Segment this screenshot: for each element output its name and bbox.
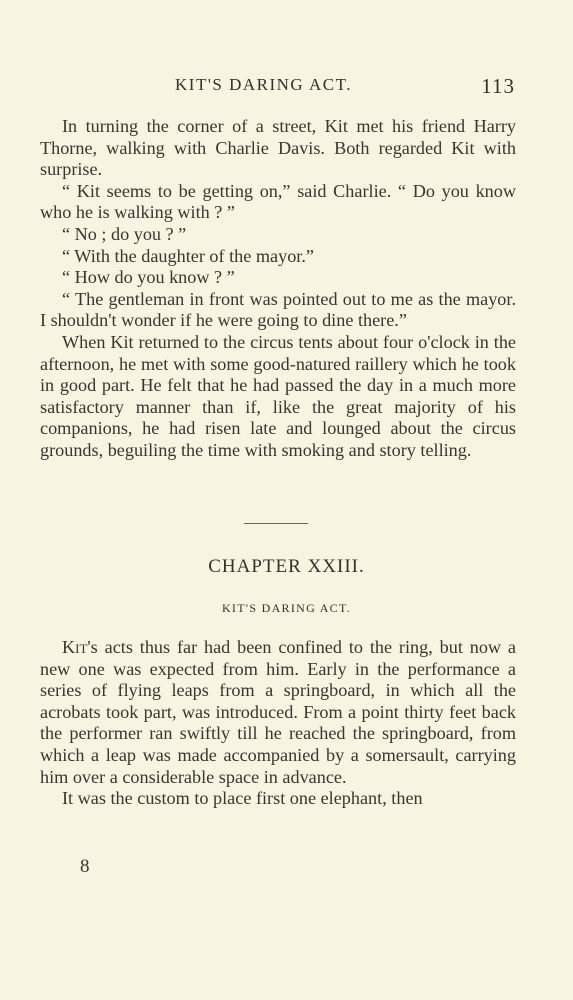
paragraph: “ How do you know ? ”	[62, 267, 235, 288]
chapter-title: CHAPTER XXIII.	[208, 556, 365, 577]
running-title: KIT'S DARING ACT.	[175, 75, 352, 94]
opening-word: Kit	[62, 637, 88, 657]
paragraph: “ Kit seems to be getting on,” said Charlie. “ Do you know who he is walking with ? ”	[40, 180, 516, 223]
signature-mark: 8	[80, 856, 90, 877]
chapter-text-block	[40, 637, 516, 810]
paragraph: “ The gentleman in front was pointed out to me as the mayor. I shouldn't wonder if he were going to dine there.”	[40, 288, 516, 331]
paragraph: “ With the daughter of the mayor.”	[62, 245, 314, 266]
paragraph: In turning the corner of a street, Kit met his friend Harry Thorne, walking with Charlie Davis. Both regarded Kit with surprise.	[40, 116, 516, 180]
paragraph: It was the custom to place first one elephant, then	[62, 788, 423, 809]
opening-paragraph	[40, 637, 516, 788]
chapter-subtitle: KIT'S DARING ACT.	[221, 601, 352, 615]
page-number: 113	[481, 74, 515, 98]
top-text-block	[40, 116, 516, 462]
section-divider	[244, 523, 308, 524]
opening-paragraph-text: 's acts thus far had been confined to the ring, but now a new one was expected from him. Early in the performance a series of flying leaps from a springboard, in which all the acrobats took part, was introduced. From a point thirty feet back the performer ran swiftly till he reached the springboard, from which a leap was made accompanied by a somersault, carrying him over a considerable space in advance.	[40, 637, 516, 787]
paragraph: “ No ; do you ? ”	[62, 223, 187, 244]
running-head	[0, 75, 573, 99]
paragraph: When Kit returned to the circus tents about four o'clock in the afternoon, he met with some good-natured raillery which he took in good part. He felt that he had passed the day in a much more satisfactory manner than if, like the great majority of his companions, he had risen late and lounged about the circus grounds, beguiling the time with smoking and story telling.	[40, 331, 516, 460]
